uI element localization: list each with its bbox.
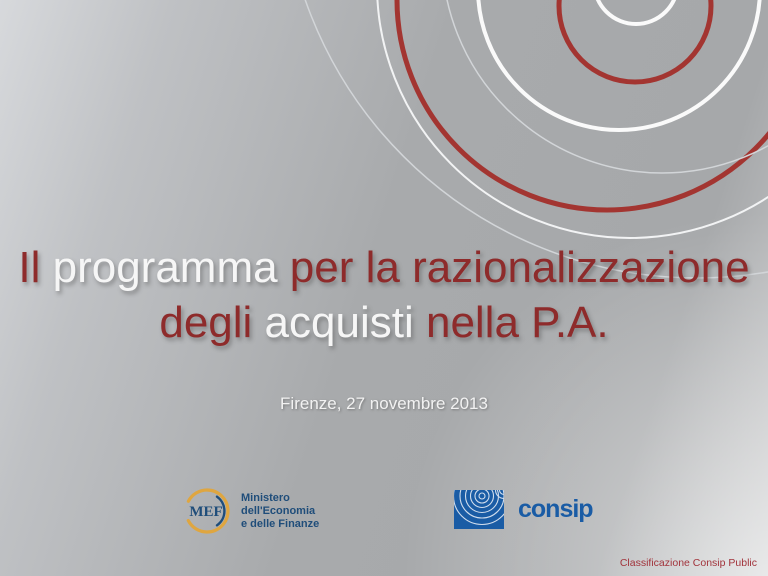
- arc-red-inner: [559, 0, 711, 82]
- title-line: Il programma per la razionalizzazione: [18, 243, 750, 292]
- mef-line-3: e delle Finanze: [241, 517, 320, 530]
- mef-abbr: MEF: [189, 504, 223, 520]
- arc-thin-outer: [282, 0, 768, 278]
- consip-wordmark: consip: [518, 495, 593, 523]
- title-line: degli acquisti nella P.A.: [159, 298, 609, 347]
- mef-logo: [182, 486, 319, 536]
- consip-logo: [454, 490, 593, 529]
- slide-subtitle: Firenze, 27 novembre 2013: [280, 394, 488, 413]
- mef-ministry-name: [241, 492, 319, 531]
- arc-red-large: [397, 0, 768, 210]
- mef-line-1: Ministero: [241, 491, 290, 504]
- logos-row: [0, 486, 768, 540]
- classification-label: Classificazione Consip Public: [619, 557, 757, 569]
- slide-title: [0, 240, 768, 350]
- mef-line-2: dell'Economia: [241, 504, 316, 517]
- mef-emblem-icon: [182, 486, 232, 536]
- arc-white-inner: [594, 0, 678, 24]
- consip-ripples-icon: [454, 490, 504, 529]
